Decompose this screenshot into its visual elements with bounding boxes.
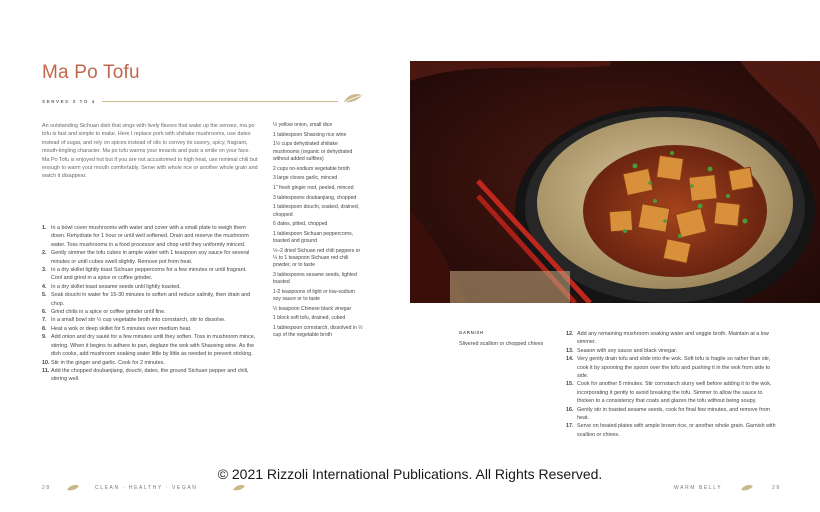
step-text: Grind chilis in a spice or coffee grinder until fine. xyxy=(51,309,166,316)
ingredient-item: 1 block soft tofu, drained, cubed xyxy=(273,315,346,322)
title-rule-divider xyxy=(102,101,338,102)
dish-photo xyxy=(410,61,820,303)
step-text: Gently simmer the tofu cubes in ample water with 1 teaspoon soy sauce for several minutes or until cubes swell slightly. Remove pot from heat. xyxy=(51,250,250,265)
step-item xyxy=(42,266,258,283)
step-number: 11. xyxy=(42,367,50,374)
copyright-notice: © 2021 Rizzoli International Publications. All Rights Reserved. xyxy=(217,466,603,482)
ingredient-item: 6 dates, pitted, chopped xyxy=(273,221,328,228)
ingredient-item: ½ teaspoon Chinese black vinegar xyxy=(273,305,352,312)
recipe-title: Ma Po Tofu xyxy=(42,62,140,83)
ingredient-item: 1 tablespoon Sichuan peppercorns, toasted and ground xyxy=(273,230,354,245)
ingredient-item: 1-2 teaspoons of light or low-sodium soy sauce or to taste xyxy=(273,288,355,303)
page-number-left: 28 xyxy=(42,485,51,491)
ingredient-item: 1 tablespoon Shaoxing rice wine xyxy=(273,131,347,138)
step-item xyxy=(566,380,780,405)
footer-leaf-left-2-icon xyxy=(232,484,246,491)
step-number: 3. xyxy=(42,267,47,274)
ingredient-item: ½ yellow onion, small dice xyxy=(273,122,333,128)
ingredient-item: 1 tablespoon douchi, soaked, drained, chopped xyxy=(273,204,360,218)
ingredient-item: 2 cups no-sodium vegetable broth xyxy=(273,165,350,172)
step-number: 15. xyxy=(566,381,574,388)
step-number: 1. xyxy=(42,225,47,231)
step-text: Stir in the ginger and garlic. Cook for 2 minutes. xyxy=(51,359,165,366)
step-number: 7. xyxy=(42,317,47,324)
step-item xyxy=(42,224,258,249)
steps-list-left xyxy=(42,224,258,384)
step-item xyxy=(42,359,258,367)
step-item xyxy=(42,333,258,358)
step-number: 17. xyxy=(566,423,574,430)
book-tagline: CLEAN · HEALTHY · VEGAN xyxy=(95,485,198,491)
step-text: In a dry skillet toast sesame seeds until lightly toasted. xyxy=(51,283,181,290)
step-item xyxy=(42,308,258,316)
ingredient-item: 1 tablespoon cornstarch, dissolved in ½ cup of the vegetable broth xyxy=(273,325,363,339)
garnish-text: Slivered scallion or chopped chives xyxy=(459,341,544,347)
step-item xyxy=(42,325,258,333)
step-number: 13. xyxy=(566,347,574,354)
step-number: 6. xyxy=(42,309,47,316)
ingredient-item: 3 large cloves garlic, minced xyxy=(273,175,338,182)
steps-list-right xyxy=(566,330,780,439)
section-title: WARM BELLY xyxy=(674,485,723,491)
step-item xyxy=(42,291,258,308)
step-item xyxy=(566,355,780,380)
recipe-intro: An outstanding Sichuan dish that sings with lively flavors that wake up the senses, ma po tofu is fast and simple to make. Here I replace pork with shiitake mushrooms, use dates instead of sugar, and rely on spices instead of oils to convey its savory, spicy, fragrant, mouth-tingling character. Ma po tofu warms your innards and puts a smile on your face. Ma Po Tofu is enjoyed hot but if you are not accustomed to high heat, use minimal chili but enough to warm your mouth comfortably. Serve with whole rice or another whole grain and watch it disappear. xyxy=(42,123,258,180)
step-text: Soak douchi in water for 15-30 minutes to soften and reduce salinity, then drain and chop. xyxy=(51,292,251,307)
step-number: 5. xyxy=(42,292,47,299)
step-item xyxy=(566,406,780,423)
step-text: Serve on heated plates with ample brown rice, or another whole grain. Garnish with scallion or chives. xyxy=(577,423,776,438)
step-item xyxy=(42,249,258,266)
step-text: Add onion and dry sauté for a few minutes until they soften. Toss in mushroom mince, stirring. When it begins to adhere to pan, deglaze the wok with Shaoxing wine. As the dish cooks, add mushroom soaking water little by little as needed to prevent sticking. xyxy=(51,334,256,358)
step-text: Very gently drain tofu and slide into the wok. Soft tofu is fragile so rather than stir, cook it by spooning the spoon over the tofu and pushing it in the wok from side to side. xyxy=(577,356,771,380)
footer-leaf-left-icon xyxy=(66,484,80,491)
step-text: In a bowl cover mushrooms with water and cover with a small plate to weigh them down. Rehydrate for 1 hour or until well softened. Drain and reserve the mushroom water. Toss mushrooms in a food processor and chop until they uniformly minced. xyxy=(51,225,249,248)
step-item xyxy=(42,367,258,384)
step-text: Add the chopped doubanjiang, douchi, dates, the ground Sichuan pepper and chili, stirring well. xyxy=(51,367,249,383)
ingredients-list xyxy=(273,122,363,342)
step-text: Gently stir in toasted sesame seeds, cook for final few minutes, and remove from heat. xyxy=(577,406,770,422)
ingredient-item: 3 tablespoons sesame seeds, lighted toasted xyxy=(273,271,357,286)
step-number: 8. xyxy=(42,325,47,332)
step-item xyxy=(42,283,258,291)
garnish-heading: GARNISH xyxy=(459,330,484,335)
ingredient-item: 1½ cups dehydrated shiitake mushrooms (organic or dehydrated without added sulfites) xyxy=(273,141,353,162)
step-number: 16. xyxy=(566,406,574,413)
step-number: 9. xyxy=(42,334,47,341)
footer-leaf-right-icon xyxy=(740,484,754,491)
step-number: 2. xyxy=(42,250,47,257)
step-number: 12. xyxy=(566,331,574,337)
ingredient-item: ½–2 dried Sichuan red chili peppers or ¼ to 1 teaspoon Sichuan red chili powder, or to taste xyxy=(273,247,361,269)
ma-po-tofu-photo-image xyxy=(410,61,820,303)
step-item xyxy=(42,316,258,324)
step-item xyxy=(566,422,780,439)
step-number: 14. xyxy=(566,356,574,363)
serves-label: SERVES 3 TO 4 xyxy=(42,99,96,104)
step-text: Cook for another 5 minutes. Stir cornstarch slurry well before adding it to the wok, incorporating it gently to avoid breaking the tofu. Simmer to allow the sauce to thicken to a consistency that coats and glazes the tofu without being soupy. xyxy=(577,381,772,405)
page-number-right: 29 xyxy=(772,485,781,491)
step-item xyxy=(566,347,780,355)
step-text: In a dry skillet lightly toast Sichuan peppercorns for a few minutes or until fragrant. Cool and grind in a spice or coffee grinder. xyxy=(51,267,247,282)
step-item xyxy=(566,330,780,347)
ingredient-item: 1" fresh ginger root, peeled, minced xyxy=(273,184,354,191)
step-text: Heat a wok or deep skillet for 5 minutes over medium heat. xyxy=(51,325,192,332)
step-text: Add any remaining mushroom soaking water and veggie broth. Maintain at a low simmer. xyxy=(577,331,769,346)
step-number: 4. xyxy=(42,283,47,290)
step-text: In a small bowl stir ½ cup vegetable broth into cornstarch, stir to dissolve. xyxy=(51,317,226,324)
step-text: Season with soy sauce and black vinegar. xyxy=(577,347,678,354)
step-number: 10. xyxy=(42,359,50,366)
leaf-ornament-icon xyxy=(342,92,364,104)
ingredient-item: 3 tablespoons doubanjiang, chopped xyxy=(273,194,357,201)
